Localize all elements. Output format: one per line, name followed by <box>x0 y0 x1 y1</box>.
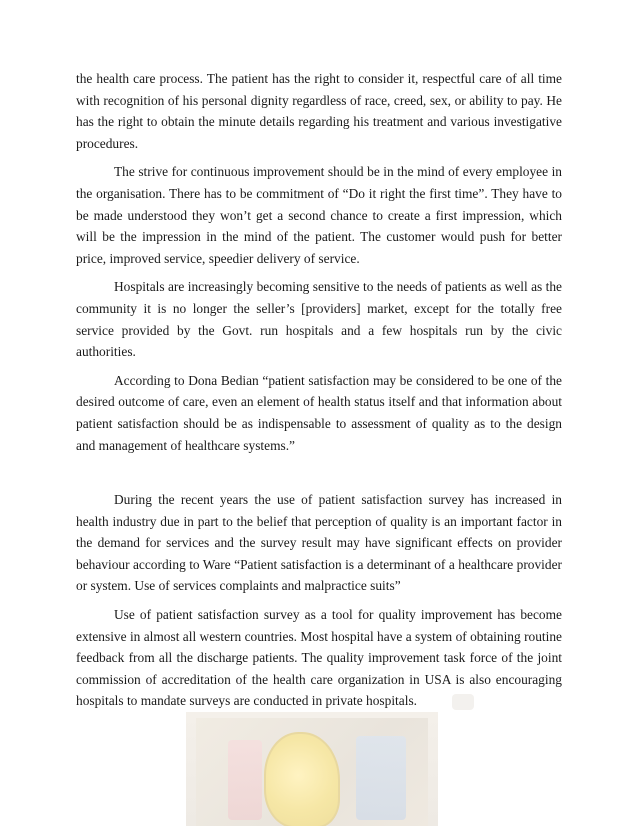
paragraph-gap <box>76 463 562 489</box>
faded-photo <box>186 712 438 826</box>
photo-pink-shape <box>228 740 262 820</box>
paragraph-continuation: the health care process. The patient has the right to consider it, respectful care of all time with recognition of his personal dignity regardless of race, creed, sex, or ability to pay. He has the right to obtain the minute details regarding his treatment and various investigative procedures. <box>76 71 562 151</box>
photo-yellow-shape <box>264 732 340 826</box>
paragraph-hospitals-sensitive: Hospitals are increasingly becoming sensitive to the needs of patients as well as the community it is no longer the seller’s [providers] market, except for the totally free service provided by the Govt. run hospitals and a few hospitals run by the civic authorities. <box>76 279 562 360</box>
faded-mark <box>452 694 474 710</box>
document-body <box>76 68 562 719</box>
paragraph-satisfaction-survey: During the recent years the use of patient satisfaction survey has increased in health industry due in part to the belief that perception of quality is an important factor in the demand for services and the survey result may have significant effects on provider behaviour according to Ware “Patient satisfaction is a determinant of a healthcare provider or system. Use of services complaints and malpractice suits” <box>76 492 562 594</box>
photo-blue-shape <box>356 736 406 820</box>
paragraph-dona-bedian: According to Dona Bedian “patient satisfaction may be considered to be one of the desired outcome of care, even an element of health status itself and that information about patient satisfaction should be as indispensable to assessment of quality as to the design and management of healthcare systems.” <box>76 372 562 453</box>
paragraph-continuous-improvement: The strive for continuous improvement should be in the mind of every employee in the organisation. There has to be commitment of “Do it right the first time”. They have to be made understood they won’t get a second chance to create a first impression, which will be the impression in the mind of the patient. The customer would push for better price, improved service, speedier delivery of service. <box>76 164 562 266</box>
paragraph-quality-tool: Use of patient satisfaction survey as a tool for quality improvement has become extensive in almost all western countries. Most hospital have a system of obtaining routine feedback from all the discharge patients. The quality improvement task force of the joint commission of accreditation of the health care organization in USA is also encouraging hospitals to mandate surveys are conducted in private hospitals. <box>76 607 562 709</box>
